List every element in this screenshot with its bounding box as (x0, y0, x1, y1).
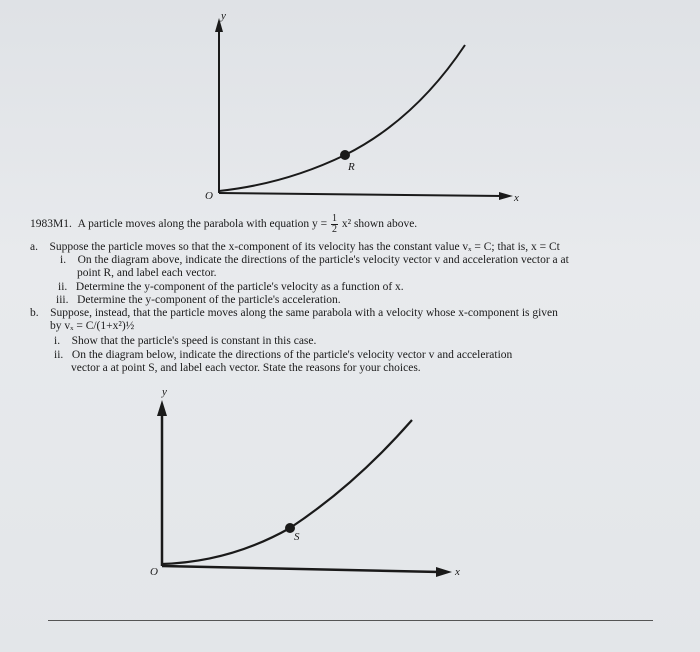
part-b (30, 306, 558, 320)
part-a-text: Suppose the particle moves so that the x-component of its velocity has the constant value vₓ = C; that is, x = Ct (49, 241, 560, 253)
part-b-text2: by vₓ = C/(1+x²)½ (50, 320, 135, 332)
part-a-i-cont (77, 266, 217, 280)
part-a-iii (56, 293, 341, 307)
part-b-ii (54, 348, 512, 362)
bottom-parabola-graph (140, 390, 480, 590)
intro-before: A particle moves along the parabola with equation y = (77, 218, 328, 231)
point-r-label: R (348, 161, 355, 173)
bottom-origin-label: O (150, 566, 158, 578)
b-i-marker: i. (54, 335, 61, 347)
bottom-rule (48, 620, 653, 621)
top-parabola-graph (195, 0, 535, 210)
top-y-label: y (221, 10, 226, 22)
a-ii-marker: ii. (58, 281, 68, 293)
part-a (30, 240, 560, 254)
top-x-label: x (514, 192, 519, 204)
point-s-label: S (294, 531, 300, 543)
part-a-ii (58, 280, 404, 294)
bottom-x-arrowhead (436, 567, 452, 577)
a-i-marker: i. (60, 254, 67, 266)
problem-intro (30, 214, 417, 235)
part-a-marker: a. (30, 241, 38, 253)
part-a-i (60, 253, 569, 267)
bottom-x-axis (162, 566, 440, 572)
intro-after: x² shown above. (341, 218, 418, 231)
a-i-text2: point R, and label each vector. (77, 267, 217, 279)
point-r-dot (340, 150, 350, 160)
part-b-ii-cont (71, 361, 421, 375)
fraction-numerator: 1 (332, 213, 337, 224)
bottom-parabola-curve (162, 420, 412, 564)
problem-id: 1983M1. (30, 218, 72, 231)
b-i-text: Show that the particle's speed is constant in this case. (71, 335, 317, 347)
b-ii-text2: vector a at point S, and label each vector. State the reasons for your choices. (71, 362, 421, 374)
bottom-y-label: y (162, 386, 167, 398)
part-b-cont (50, 319, 134, 333)
b-ii-marker: ii. (54, 349, 64, 361)
bottom-y-arrowhead (157, 400, 167, 416)
top-parabola-curve (219, 45, 465, 191)
bottom-x-label: x (455, 566, 460, 578)
top-origin-label: O (205, 190, 213, 202)
part-b-text: Suppose, instead, that the particle moves along the same parabola with a velocity whose x-component is given (50, 307, 558, 319)
half-fraction (331, 214, 338, 235)
top-x-axis (219, 193, 503, 196)
a-iii-marker: iii. (56, 294, 69, 306)
a-iii-text: Determine the y-component of the particle's acceleration. (77, 294, 341, 306)
part-b-i (54, 334, 316, 348)
fraction-denominator: 2 (332, 224, 337, 235)
a-i-text: On the diagram above, indicate the directions of the particle's velocity vector v and acceleration vector a at (77, 254, 569, 266)
a-ii-text: Determine the y-component of the particle's velocity as a function of x. (75, 281, 404, 293)
part-b-marker: b. (30, 307, 39, 319)
top-x-arrowhead (499, 192, 513, 200)
b-ii-text: On the diagram below, indicate the directions of the particle's velocity vector v and acceleration (71, 349, 513, 361)
